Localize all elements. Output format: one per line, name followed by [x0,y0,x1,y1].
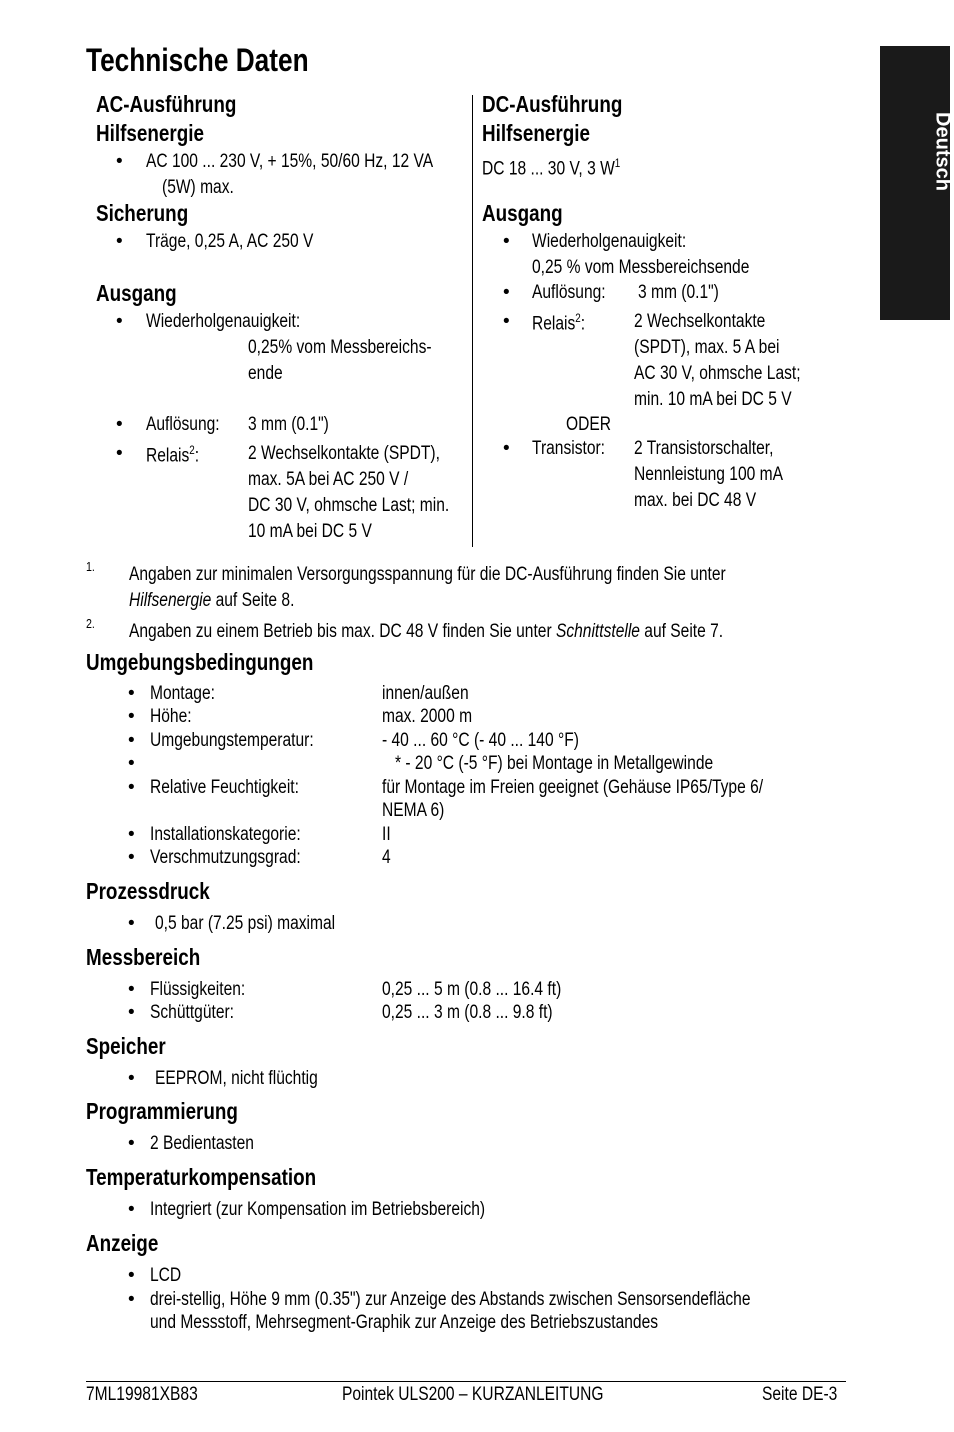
ac-fuse: Träge, 0,25 A, AC 250 V [146,231,314,252]
range-value-solids: 0,25 ... 3 m (0.8 ... 9.8 ft) [382,1002,553,1023]
bullet: • [503,311,510,332]
bullet: • [503,231,510,252]
dc-output-heading: Ausgang [482,200,563,226]
bullet: • [116,151,123,172]
tempcomp-heading: Temperaturkompensation [86,1164,317,1190]
programming-heading: Programmierung [86,1098,238,1124]
env-label-humidity: Relative Feuchtigkeit: [150,777,299,798]
ac-supply-line2: (5W) max. [162,177,234,198]
dc-repeat-value: 0,25 % vom Messbereichsende [532,257,750,278]
dc-transistor-value-1: 2 Transistorschalter, [634,438,774,459]
footer-title: Pointek ULS200 – KURZANLEITUNG [342,1384,604,1405]
env-value-humidity: für Montage im Freien geeignet (Gehäuse IP65/Type 6/ [382,777,764,798]
ac-heading: AC-Ausführung [96,91,237,117]
ac-repeat-value-2: ende [248,363,283,384]
ac-supply-heading: Hilfsenergie [96,120,204,146]
pressure-item: 0,5 bar (7.25 psi) maximal [155,913,336,934]
env-value-altitude: max. 2000 m [382,706,473,727]
bullet: • [128,1002,135,1023]
ac-relay-value-4: 10 mA bei DC 5 V [248,521,372,542]
bullet: • [503,282,510,303]
dc-resolution-label: Auflösung: [532,282,606,303]
env-value-install: II [382,824,391,845]
ac-resolution-value: 3 mm (0.1") [248,414,329,435]
ac-supply-line1: AC 100 ... 230 V, + 15%, 50/60 Hz, 12 VA [146,151,434,172]
dc-transistor-label: Transistor: [532,438,606,459]
bullet: • [116,443,123,464]
bullet: • [116,414,123,435]
pressure-heading: Prozessdruck [86,878,210,904]
footer-rule [86,1381,846,1382]
env-label-install: Installationskategorie: [150,824,301,845]
dc-relay-label: Relais$^2$: [532,311,586,335]
ac-relay-value-3: DC 30 V, ohmsche Last; min. [248,495,450,516]
env-label-temp: Umgebungstemperatur: [150,730,314,751]
footnote-2-text: Angaben zu einem Betrieb bis max. DC 48 V finden Sie unter Schnittstelle auf Seite 7. [129,621,724,642]
ac-resolution-label: Auflösung: [146,414,220,435]
language-tab [880,46,954,320]
ac-relay-label: Relais$^2$: [146,443,200,467]
env-label-pollution: Verschmutzungsgrad: [150,847,301,868]
dc-relay-value-1: 2 Wechselkontakte [634,311,766,332]
footnote-1-line1: Angaben zur minimalen Versorgungsspannung für die DC-Ausführung finden Sie unter [129,564,726,585]
display-item-2-line1: drei-stellig, Höhe 9 mm (0.35") zur Anzeige des Abstands zwischen Sensorsendefläche [150,1289,751,1310]
ac-relay-value-1: 2 Wechselkontakte (SPDT), [248,443,440,464]
env-value-temp-note: * - 20 °C (-5 °F) bei Montage in Metallgewinde [395,753,714,774]
dc-repeat-label: Wiederholgenauigkeit: [532,231,687,252]
env-label-altitude: Höhe: [150,706,192,727]
footnote-1-line2: Hilfsenergie auf Seite 8. [129,590,295,611]
range-label-liquids: Flüssigkeiten: [150,979,246,1000]
dc-relay-value-4: min. 10 mA bei DC 5 V [634,389,792,410]
bullet: • [128,777,135,798]
bullet: • [128,913,135,934]
tempcomp-item: Integriert (zur Kompensation im Betriebsbereich) [150,1199,486,1220]
bullet: • [503,438,510,459]
dc-transistor-value-3: max. bei DC 48 V [634,490,757,511]
range-value-liquids: 0,25 ... 5 m (0.8 ... 16.4 ft) [382,979,562,1000]
display-heading: Anzeige [86,1230,159,1256]
range-heading: Messbereich [86,944,201,970]
bullet: • [128,979,135,1000]
memory-heading: Speicher [86,1033,166,1059]
footnote-1-marker: 1. [86,559,95,574]
env-value-temp: - 40 ... 60 °C (- 40 ... 140 °F) [382,730,579,751]
footer-doc-number: 7ML19981XB83 [86,1384,198,1405]
bullet: • [128,753,135,774]
page-title: Technische Daten [86,42,309,78]
ac-fuse-heading: Sicherung [96,200,189,226]
bullet: • [128,1199,135,1220]
bullet: • [128,847,135,868]
dc-supply-heading: Hilfsenergie [482,120,590,146]
bullet: • [116,231,123,252]
display-item-1: LCD [150,1265,182,1286]
env-value-pollution: 4 [382,847,391,868]
column-divider [472,95,473,547]
env-value-mount: innen/außen [382,683,469,704]
bullet: • [128,683,135,704]
dc-relay-value-3: AC 30 V, ohmsche Last; [634,363,801,384]
dc-relay-value-2: (SPDT), max. 5 A bei [634,337,780,358]
footer-page-number: Seite DE-3 [762,1384,838,1405]
ac-repeat-value-1: 0,25% vom Messbereichs- [248,337,432,358]
display-item-2-line2: und Messstoff, Mehrsegment-Graphik zur Anzeige des Betriebszustandes [150,1312,659,1333]
dc-resolution-value: 3 mm (0.1") [638,282,719,303]
bullet: • [128,1068,135,1089]
footnote-2-marker: 2. [86,616,95,631]
language-tab-label: Deutsch [931,112,954,191]
bullet: • [128,824,135,845]
bullet: • [128,1289,135,1310]
bullet: • [116,311,123,332]
bullet: • [128,706,135,727]
dc-supply: DC 18 ... 30 V, 3 $W^1$ [482,156,621,180]
bullet: • [128,1133,135,1154]
env-label-mount: Montage: [150,683,215,704]
environment-heading: Umgebungsbedingungen [86,649,314,675]
env-value-humidity-2: NEMA 6) [382,800,445,821]
bullet: • [128,730,135,751]
ac-repeat-label: Wiederholgenauigkeit: [146,311,301,332]
dc-transistor-value-2: Nennleistung 100 mA [634,464,783,485]
dc-oder: ODER [566,414,612,435]
dc-heading: DC-Ausführung [482,91,623,117]
range-label-solids: Schüttgüter: [150,1002,235,1023]
ac-relay-value-2: max. 5A bei AC 250 V / [248,469,409,490]
programming-item: 2 Bedientasten [150,1133,254,1154]
ac-output-heading: Ausgang [96,280,177,306]
bullet: • [128,1265,135,1286]
memory-item: EEPROM, nicht flüchtig [155,1068,318,1089]
